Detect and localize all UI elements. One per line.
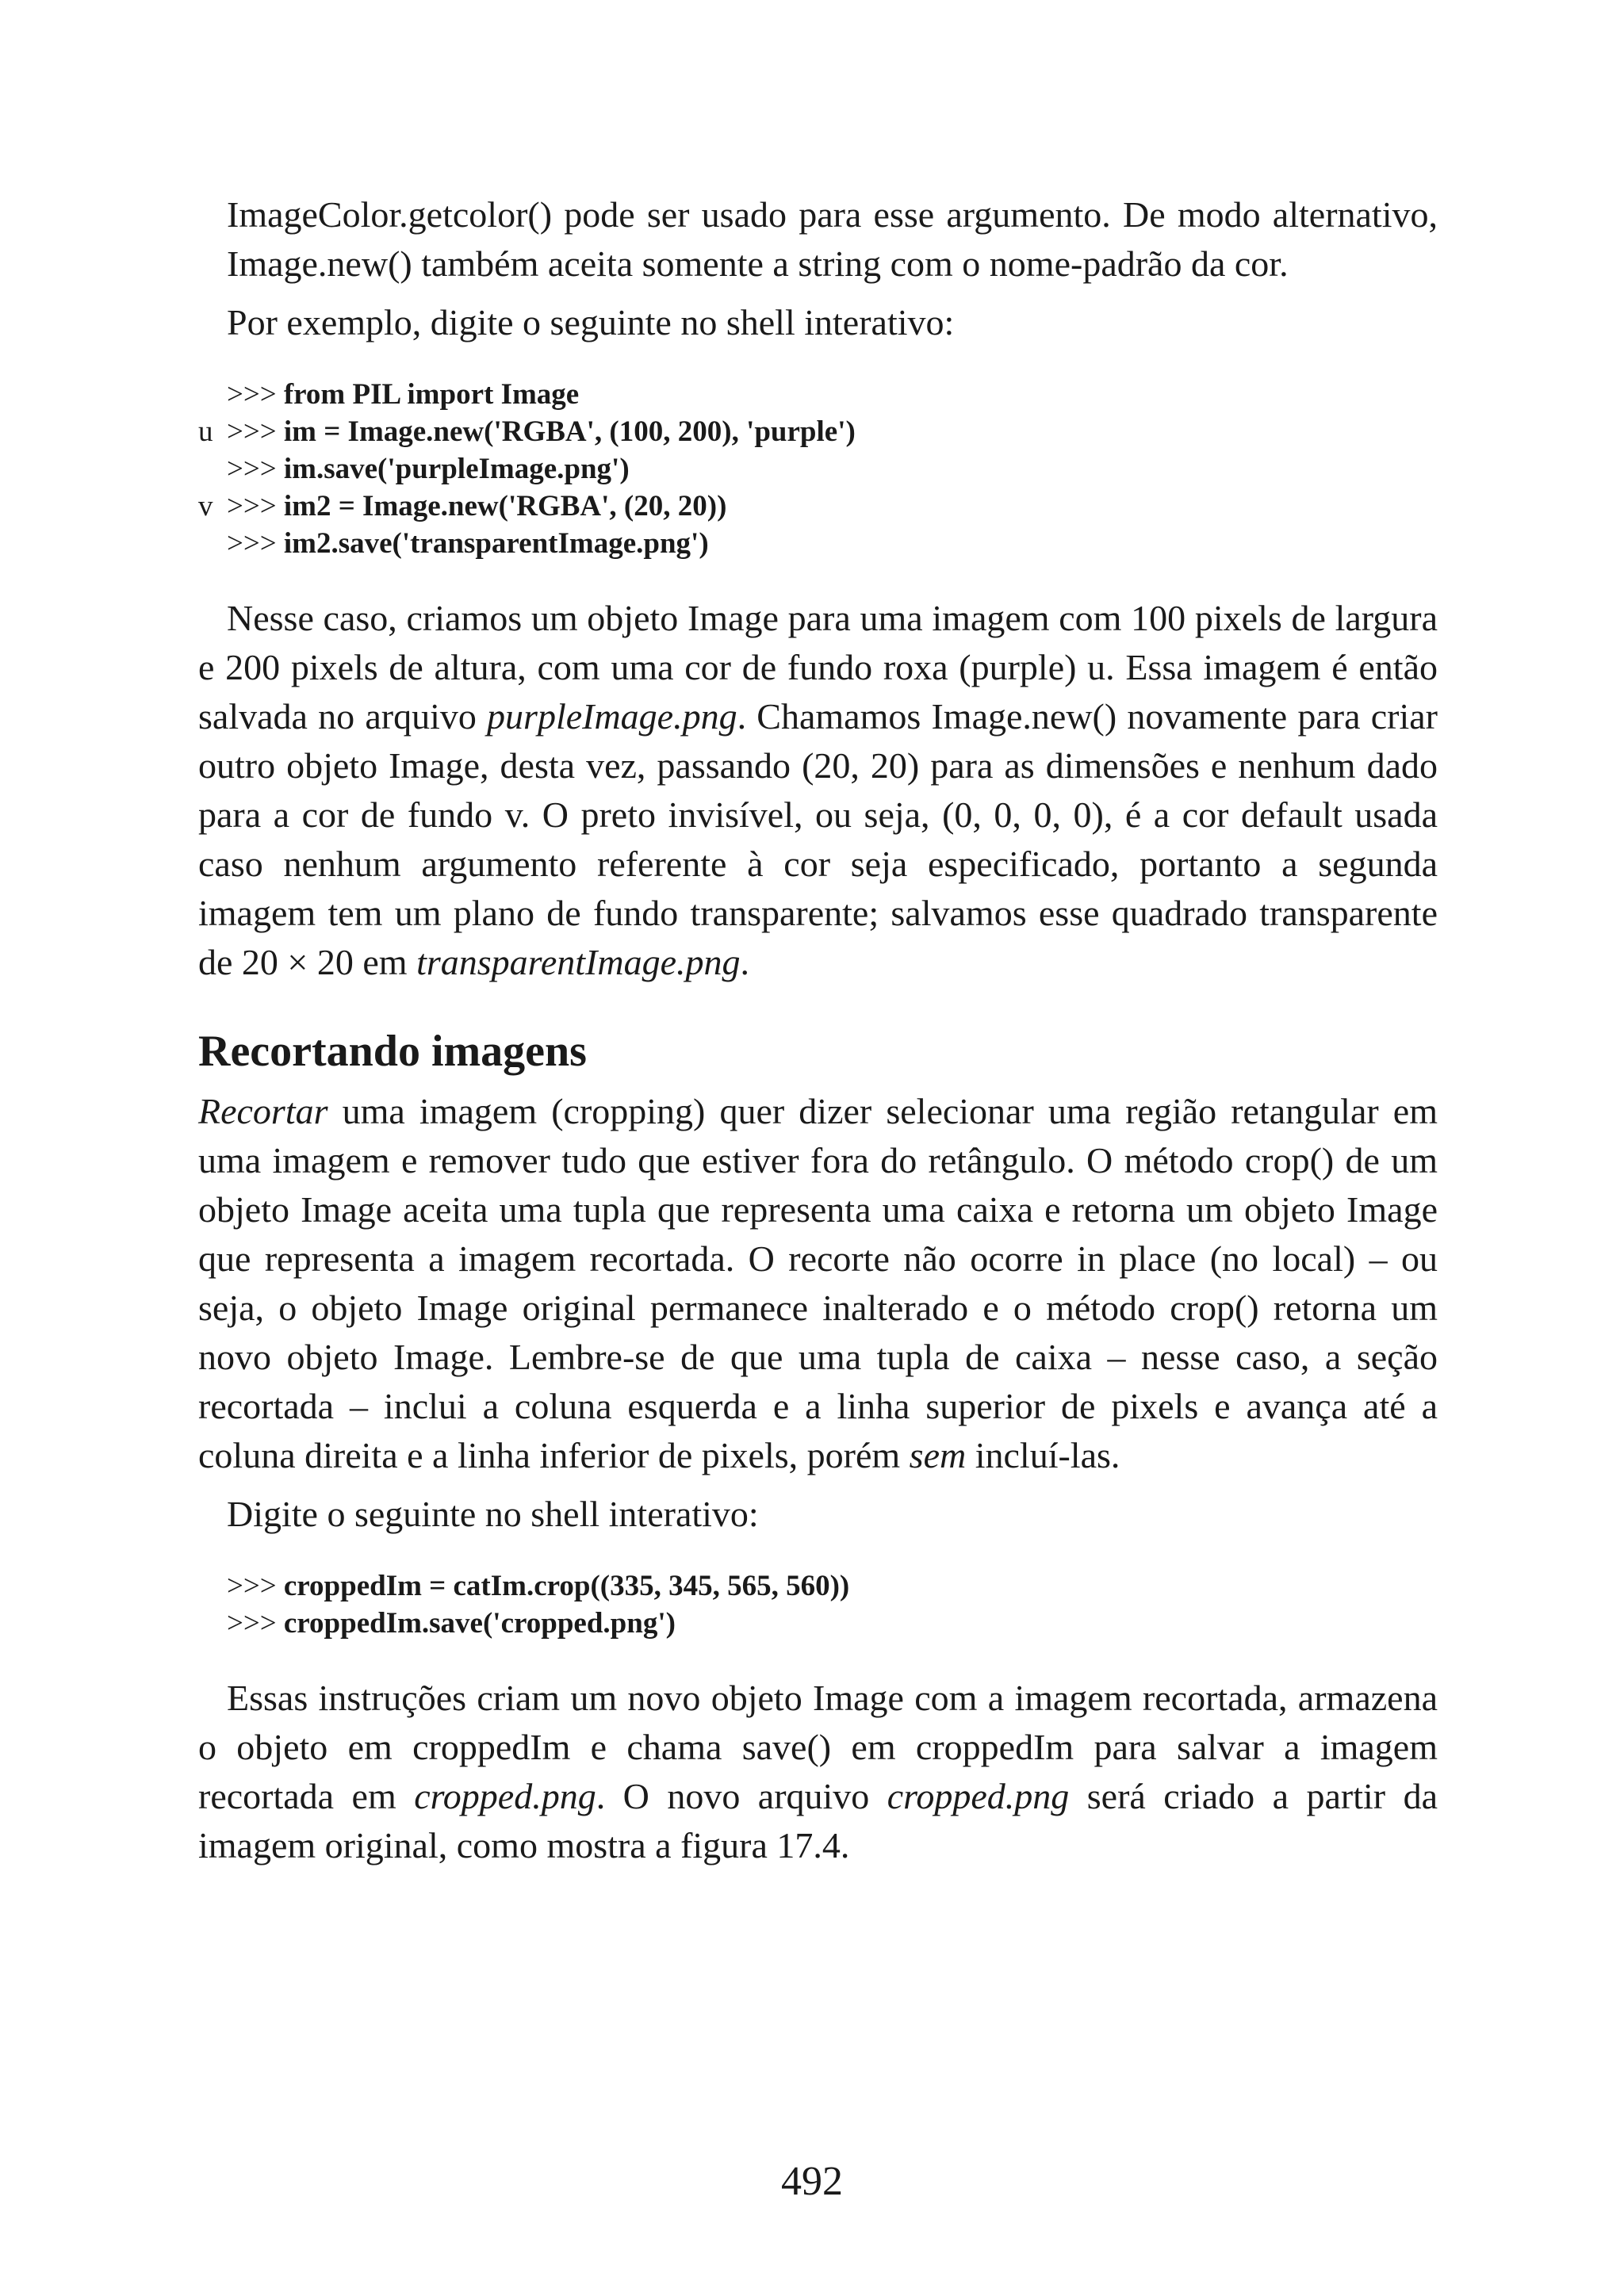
paragraph-3: Nesse caso, criamos um objeto Image para uma imagem com 100 pixels de largura e 200 pixels de altura, com uma cor de fundo roxa (purple) u. Essa imagem é então salvada no arquivo purpleImage.png. Chamamos Image.new() novamente para criar outro objeto Image, desta vez, passando (20, 20) para as dimensões e nenhum dado para a cor de fundo v. O preto invisível, ou seja, (0, 0, 0, 0), é a cor default usada caso nenhum argumento referente à cor seja especificado, portanto a segunda imagem tem um plano de fundo transparente; salvamos esse quadrado transparente de 20 × 20 em transparentImage.png. bbox=[198, 598, 1438, 982]
code-line: >>> im2.save('transparentImage.png') bbox=[227, 527, 709, 560]
paragraph-6: Essas instruções criam um novo objeto Image com a imagem recortada, armazena o objeto em croppedIm e chama save() em croppedIm para salvar a imagem recortada em cropped.png. O novo arquivo cropped.png será criado a partir da imagem original, como mostra a figura 17.4. bbox=[198, 1678, 1438, 1866]
paragraph-2: Por exemplo, digite o seguinte no shell interativo: bbox=[227, 302, 955, 342]
code-block-2 bbox=[198, 1567, 1438, 1642]
code-line: >>> croppedIm = catIm.crop((335, 345, 565, 560)) bbox=[227, 1570, 850, 1602]
code-line: v >>> im2 = Image.new('RGBA', (20, 20)) bbox=[198, 490, 727, 522]
page-number: 492 bbox=[781, 2159, 843, 2204]
code-block-1 bbox=[198, 376, 1438, 562]
paragraph-1: ImageColor.getcolor() pode ser usado para esse argumento. De modo alternativo, Image.new() também aceita somente a string com o nome-padrão da cor. bbox=[227, 194, 1438, 284]
paragraph-4: Recortar uma imagem (cropping) quer dizer selecionar uma região retangular em uma imagem e remover tudo que estiver fora do retângulo. O método crop() de um objeto Image aceita uma tupla que representa uma caixa e retorna um objeto Image que representa a imagem recortada. O recorte não ocorre in place (no local) – ou seja, o objeto Image original permanece inalterado e o método crop() retorna um novo objeto Image. Lembre-se de que uma tupla de caixa – nesse caso, a seção recortada – inclui a coluna esquerda e a linha superior de pixels e avança até a coluna direita e a linha inferior de pixels, porém sem incluí-las. bbox=[198, 1091, 1438, 1475]
section-heading: Recortando imagens bbox=[198, 1027, 587, 1076]
paragraph-5: Digite o seguinte no shell interativo: bbox=[227, 1494, 759, 1534]
code-line: >>> from PIL import Image bbox=[227, 378, 580, 411]
code-line: u >>> im = Image.new('RGBA', (100, 200), 'purple') bbox=[198, 415, 856, 448]
code-line: >>> im.save('purpleImage.png') bbox=[227, 453, 630, 485]
code-line: >>> croppedIm.save('cropped.png') bbox=[227, 1607, 676, 1640]
page-content bbox=[198, 190, 1438, 1870]
